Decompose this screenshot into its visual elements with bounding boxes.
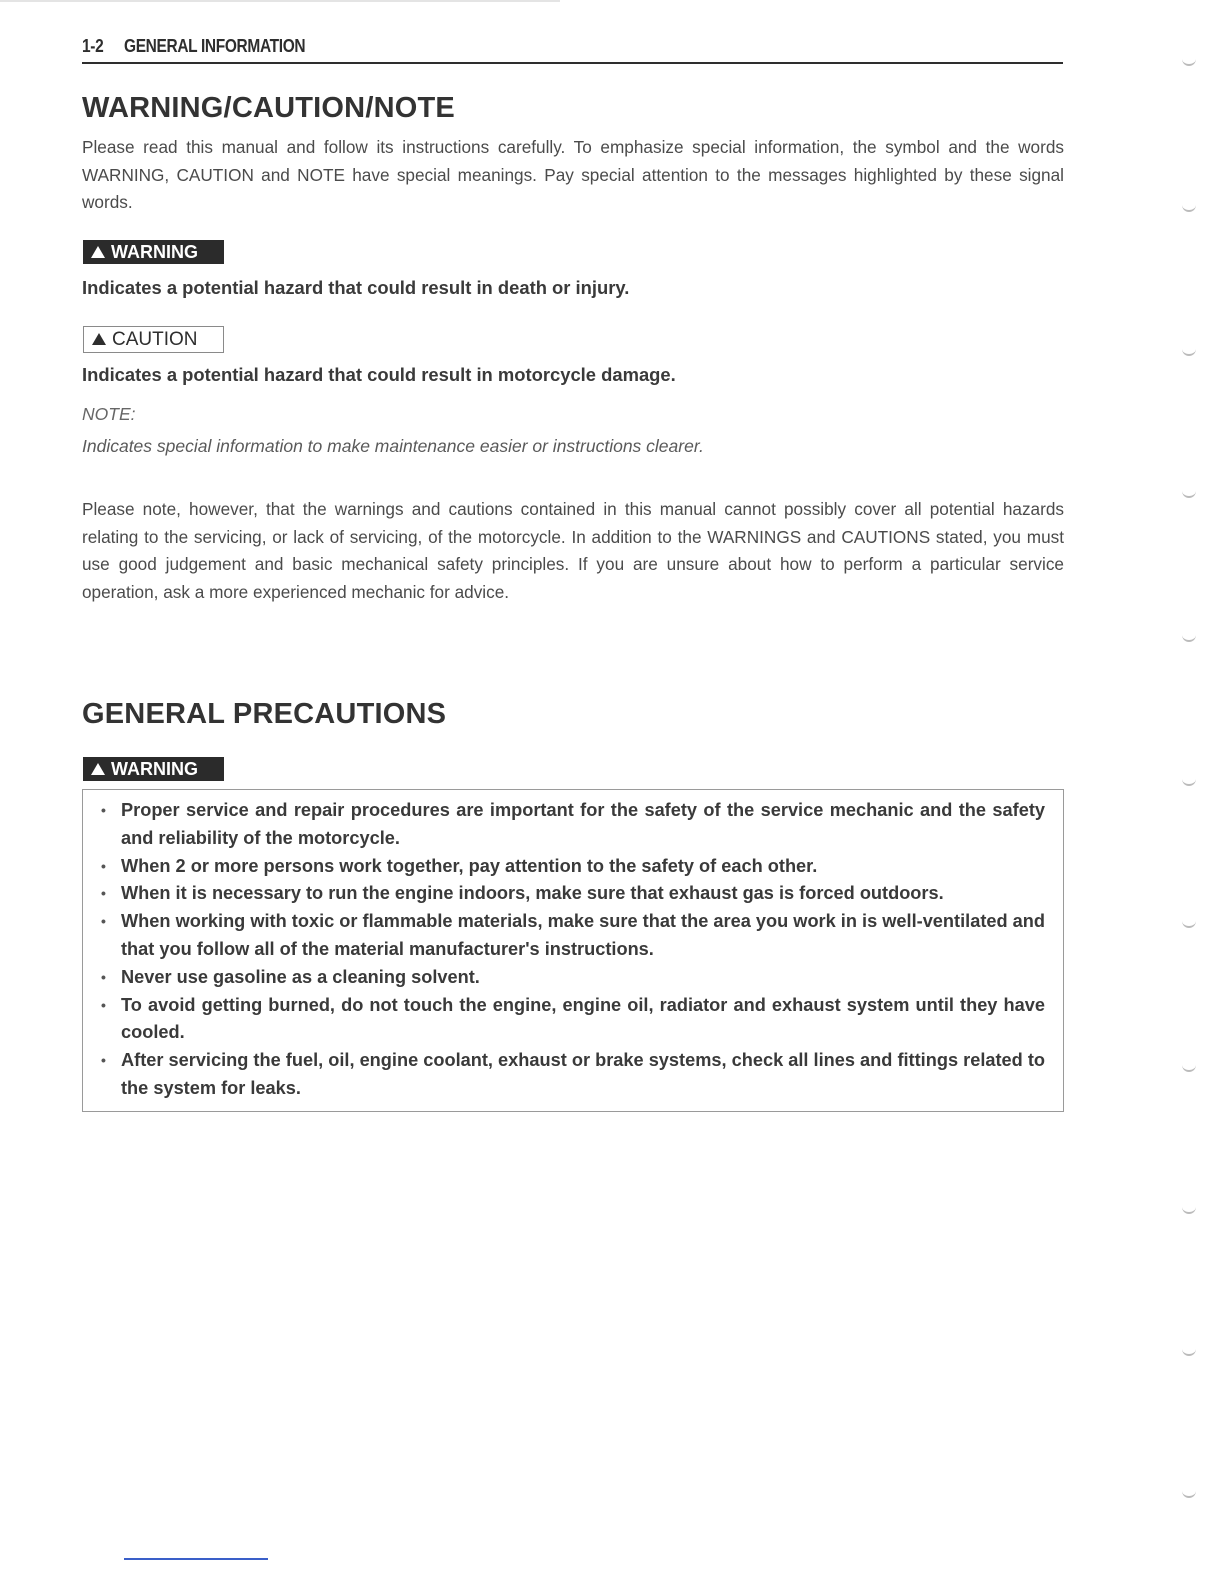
precautions-warning-label (83, 757, 224, 781)
section-heading-warning-caution-note: WARNING/CAUTION/NOTE (82, 92, 455, 124)
caution-label-text: CAUTION (112, 329, 198, 350)
binding-mark (1182, 1206, 1196, 1214)
footer-rule (124, 1558, 268, 1560)
warning-triangle-icon (91, 246, 105, 258)
section-heading-general-precautions: GENERAL PRECAUTIONS (82, 698, 447, 730)
binding-mark (1182, 490, 1196, 498)
binding-mark (1182, 634, 1196, 642)
bullet-icon: • (101, 802, 106, 818)
list-item (83, 880, 1063, 908)
bullet-icon: • (101, 968, 106, 985)
bullet-icon: • (101, 996, 106, 1013)
precautions-box (82, 789, 1064, 1112)
closing-paragraph: Please note, however, that the warnings and cautions contained in this manual cannot possibly cover all potential hazards relating to the servicing, or lack of servicing, of the motorcycle. In addition to the WARNINGS and CAUTIONS stated, you must use good judgement and basic mechanical safety principles. If you are unsure about how to perform a particular service operation, ask a more experienced mechanic for advice. (82, 499, 1064, 602)
warning-label-text: WARNING (111, 242, 198, 262)
list-item (83, 797, 1063, 853)
list-item (83, 964, 1063, 992)
warning-label (83, 240, 224, 264)
binding-mark (1182, 58, 1196, 66)
binding-mark (1182, 920, 1196, 928)
note-label: NOTE: (82, 404, 136, 424)
list-item (83, 992, 1063, 1048)
bullet-icon: • (101, 913, 106, 930)
list-item-text: When 2 or more persons work together, pay attention to the safety of each other. (121, 855, 818, 876)
list-item-text: Never use gasoline as a cleaning solvent. (121, 966, 480, 987)
caution-label (83, 326, 224, 353)
page-top-edge (0, 0, 560, 2)
bullet-icon: • (101, 857, 106, 874)
warning-description: Indicates a potential hazard that could result in death or injury. (82, 277, 630, 298)
bullet-icon: • (101, 885, 106, 902)
binding-mark (1182, 348, 1196, 356)
intro-paragraph: Please read this manual and follow its instructions carefully. To emphasize special information, the symbol and the words WARNING, CAUTION and NOTE have special meanings. Pay special attention to the messages highlighted by these signal words. (82, 137, 1064, 212)
caution-triangle-icon (92, 333, 106, 345)
list-item (83, 853, 1063, 881)
list-item-text: When it is necessary to run the engine indoors, make sure that exhaust gas is forced outdoors. (121, 883, 944, 904)
bullet-icon: • (101, 1052, 106, 1069)
note-description: Indicates special information to make maintenance easier or instructions clearer. (82, 436, 704, 456)
binding-mark (1182, 778, 1196, 786)
list-item-text: After servicing the fuel, oil, engine coolant, exhaust or brake systems, check all lines and fittings related to the system for leaks. (121, 1050, 1045, 1098)
list-item (83, 908, 1063, 964)
list-item (83, 1047, 1063, 1103)
list-item-text: Proper service and repair procedures are important for the safety of the service mechanic and the safety and reliability of the motorcycle. (121, 800, 1045, 848)
warning-triangle-icon (91, 763, 105, 775)
page-number: 1-2 (82, 36, 104, 56)
binding-mark (1182, 1064, 1196, 1072)
precautions-list (83, 797, 1063, 1103)
precautions-warning-label-text: WARNING (111, 759, 198, 779)
binding-mark (1182, 1348, 1196, 1356)
binding-mark (1182, 1490, 1196, 1498)
list-item-text: When working with toxic or flammable materials, make sure that the area you work in is well-ventilated and that you follow all of the material manufacturer's instructions. (121, 911, 1045, 959)
page-header (82, 32, 1063, 64)
caution-description: Indicates a potential hazard that could result in motorcycle damage. (82, 364, 676, 385)
header-section-title: GENERAL INFORMATION (124, 36, 306, 56)
binding-mark (1182, 204, 1196, 212)
list-item-text: To avoid getting burned, do not touch the engine, engine oil, radiator and exhaust system until they have cooled. (121, 994, 1045, 1043)
